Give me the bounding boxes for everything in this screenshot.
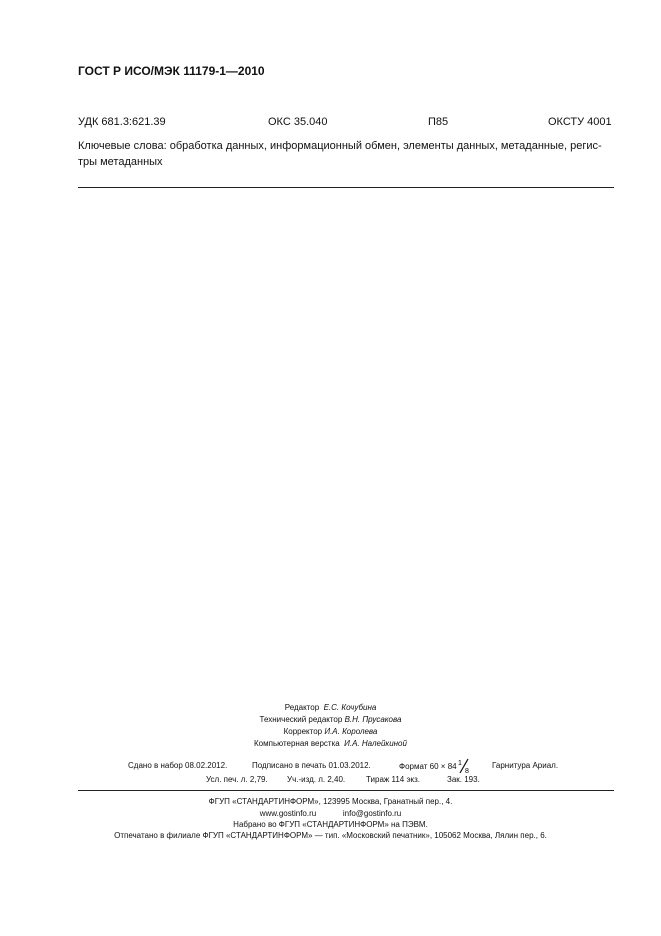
p-code: П85: [428, 116, 449, 128]
editor-label: Редактор: [284, 703, 320, 712]
tech-editor-label: Технический редактор: [259, 715, 343, 724]
keywords-divider: [78, 187, 614, 188]
format-times: ×: [440, 762, 446, 772]
print-tirazh: Тираж 114 экз.: [366, 775, 421, 784]
format-fraction: [457, 761, 471, 773]
keywords-block: [78, 138, 618, 170]
print-format: [399, 761, 471, 773]
format-value: 84: [447, 762, 457, 772]
fraction-numerator: 1: [457, 760, 462, 767]
print-divider: [78, 790, 614, 791]
layout-name: И.А. Налейкиной: [344, 739, 407, 748]
corrector-name: И.А. Королева: [324, 727, 378, 736]
publisher-contacts: [0, 809, 661, 818]
corrector-label: Корректор: [283, 727, 323, 736]
publisher-line-4: Отпечатано в филиале ФГУП «СТАНДАРТИНФОРМ» — тип. «Московский печатник», 105062 Москва, Лялин пер., 6.: [114, 831, 547, 840]
publisher-email: info@gostinfo.ru: [342, 809, 402, 818]
udk-code: УДК 681.3:621.39: [78, 116, 166, 128]
keywords-line-2: тры метаданных: [78, 156, 163, 168]
okstu-code: ОКСТУ 4001: [548, 116, 612, 128]
print-typeface: Гарнитура Ариал.: [492, 761, 559, 770]
print-uch: Уч.-изд. л. 2,40.: [287, 775, 346, 784]
editor-line: [0, 702, 661, 714]
print-sent: Сдано в набор 08.02.2012.: [128, 761, 228, 770]
print-zak: Зак. 193.: [447, 775, 480, 784]
print-usl: Усл. печ. л. 2,79.: [206, 775, 268, 784]
editor-name: Е.С. Кочубина: [323, 703, 377, 712]
tech-editor-name: В.Н. Прусакова: [344, 715, 402, 724]
corrector-line: [0, 726, 661, 738]
publisher-site: www.gostinfo.ru: [259, 809, 317, 818]
publisher-line-3: Набрано во ФГУП «СТАНДАРТИНФОРМ» на ПЭВМ.: [233, 820, 428, 829]
document-code: ГОСТ Р ИСО/МЭК 11179-1—2010: [78, 64, 265, 78]
layout-line: [0, 738, 661, 750]
credits-block: [0, 702, 661, 750]
tech-editor-line: [0, 714, 661, 726]
publisher-line-1: ФГУП «СТАНДАРТИНФОРМ», 123995 Москва, Гранатный пер., 4.: [208, 797, 453, 806]
format-prefix: Формат 60: [399, 762, 439, 772]
layout-label: Компьютерная верстка: [254, 739, 340, 748]
fraction-denominator: 8: [464, 768, 469, 774]
print-signed: Подписано в печать 01.03.2012.: [252, 761, 371, 770]
keywords-line-1: Ключевые слова: обработка данных, информационный обмен, элементы данных, метаданные, регис-: [78, 140, 602, 152]
oks-code: ОКС 35.040: [268, 116, 328, 128]
